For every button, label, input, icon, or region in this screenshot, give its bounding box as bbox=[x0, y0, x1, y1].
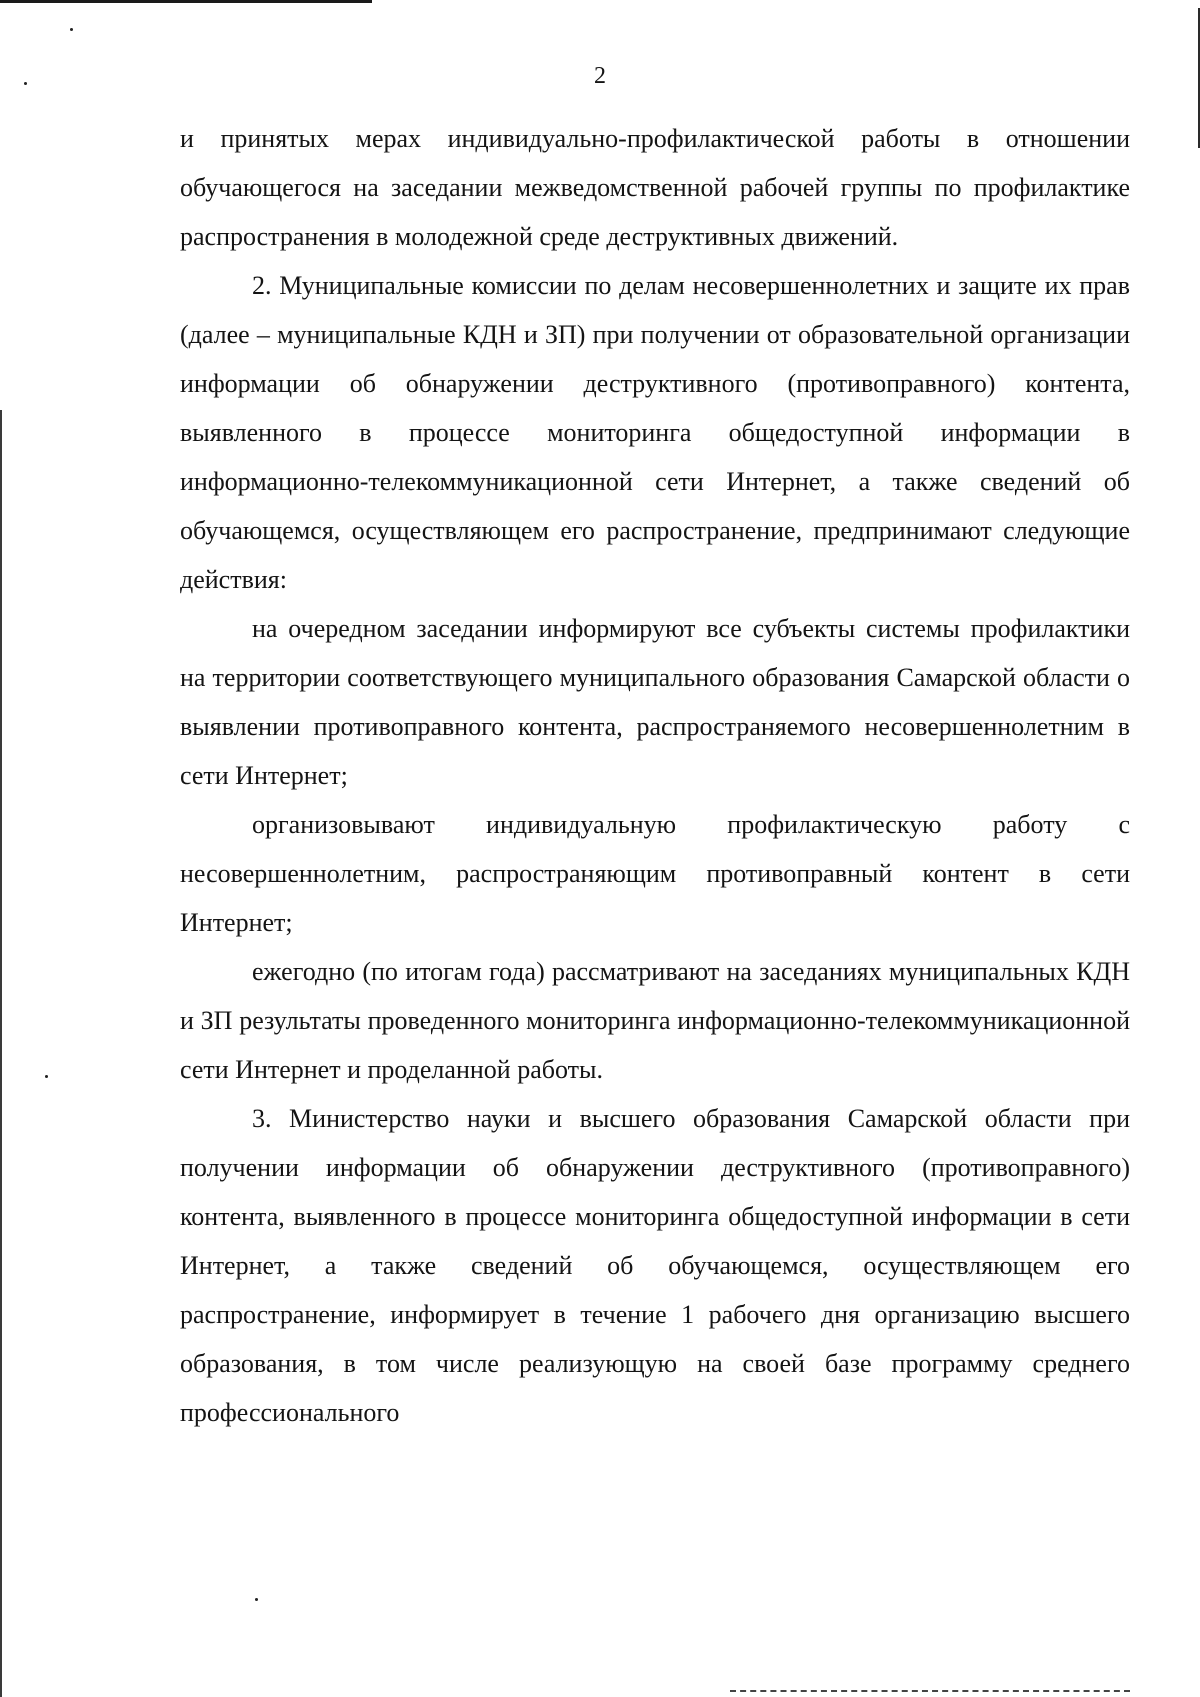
paragraph-item-2: 2. Муниципальные комиссии по делам несовершеннолетних и защите их прав (далее – муниципальные КДН и ЗП) при получении от образовательной организации информации об обнаружении деструктивного (противоправного) контента, выявленного в процессе мониторинга общедоступной информации в информационно-телекоммуникационной сети Интернет, а также сведений об обучающемся, осуществляющем его распространение, предпринимают следующие действия: bbox=[180, 271, 1130, 594]
paragraph-action-inform: на очередном заседании информируют все субъекты системы профилактики на территории соответствующего муниципального образования Самарской области о выявлении противоправного контента, распространяемого несовершеннолетним в сети Интернет; bbox=[180, 614, 1130, 790]
scan-border-bottom bbox=[730, 1690, 1130, 1692]
paragraph-continuation: и принятых мерах индивидуально-профилактической работы в отношении обучающегося на заседании межведомственной рабочей группы по профилактике распространения в молодежной среде деструктивных движений. bbox=[180, 124, 1130, 251]
scan-speck bbox=[70, 28, 73, 31]
paragraph-action-review: ежегодно (по итогам года) рассматривают на заседаниях муниципальных КДН и ЗП результаты проведенного мониторинга информационно-телекоммуникационной сети Интернет и проделанной работы. bbox=[180, 957, 1130, 1084]
paragraph-action-organize: организовывают индивидуальную профилактическую работу с несовершеннолетним, распространяющим противоправный контент в сети Интернет; bbox=[180, 810, 1130, 937]
scan-border-left bbox=[0, 410, 2, 1697]
document-body bbox=[180, 114, 1130, 1437]
scan-speck bbox=[255, 1598, 258, 1601]
scan-border-top bbox=[0, 0, 372, 3]
scan-speck bbox=[45, 1075, 48, 1078]
paragraph-item-3: 3. Министерство науки и высшего образования Самарской области при получении информации об обнаружении деструктивного (противоправного) контента, выявленного в процессе мониторинга общедоступной информации в сети Интернет, а также сведений об обучающемся, осуществляющем его распространение, информирует в течение 1 рабочего дня организацию высшего образования, в том числе реализующую на своей базе программу среднего профессионального bbox=[180, 1104, 1130, 1427]
page-number: 2 bbox=[594, 63, 606, 89]
